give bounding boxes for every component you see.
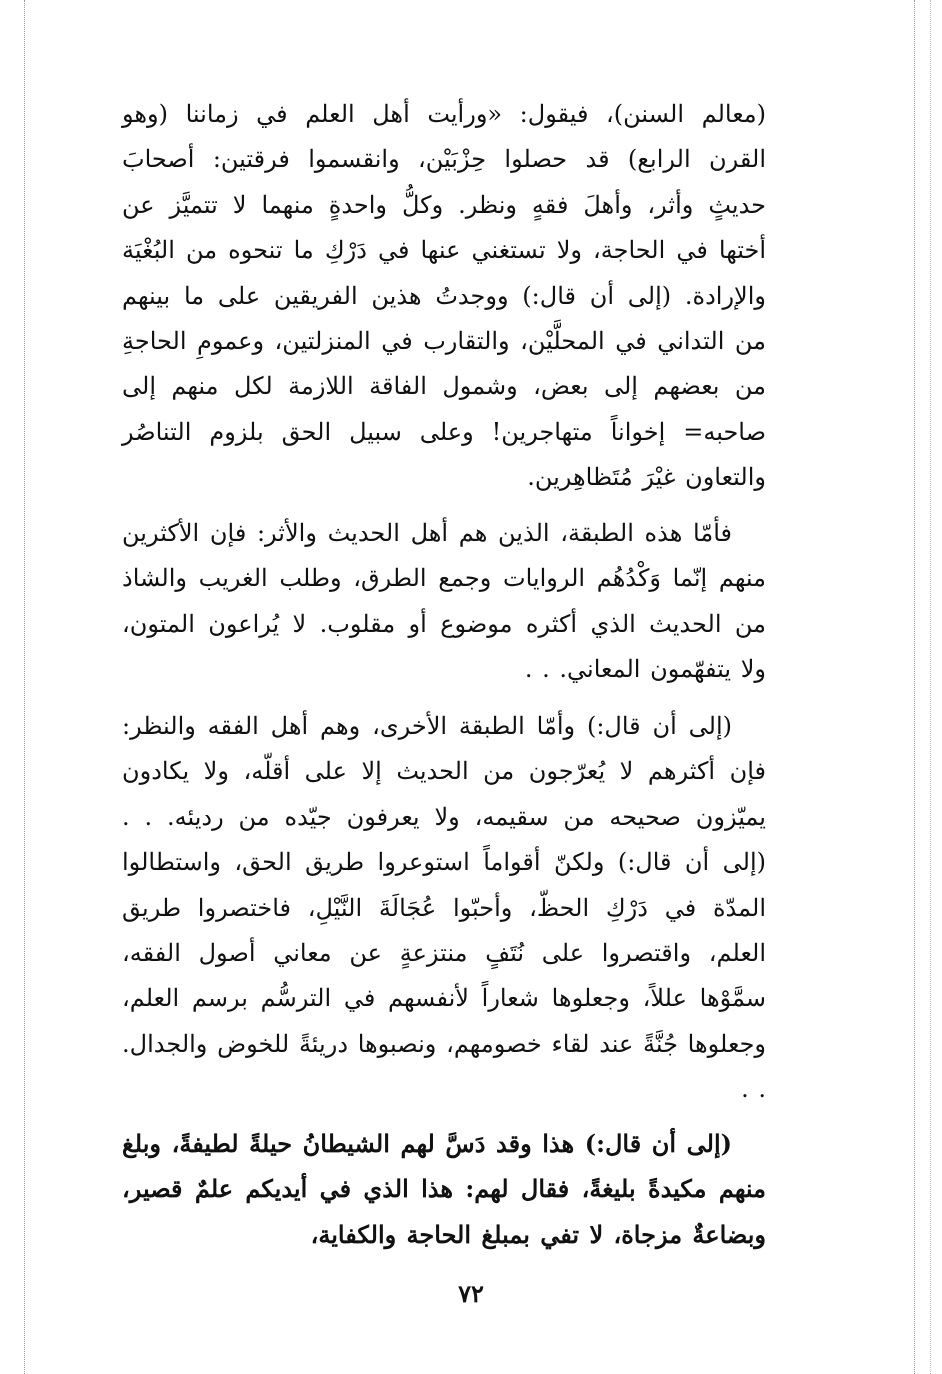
- paragraph-4-text: (إلى أن قال:) هذا وقد دَسَّ لهم الشيطانُ حيلةً لطيفةً، وبلغ منهم مكيدةً بليغةً، فقال لهم: هذا الذي في أيديكم علمٌ قصير، وبضاعةٌ مزجاة، لا تفي بمبلغ الحاجة والكفاية،: [122, 1129, 766, 1249]
- paragraph-3: [122, 704, 766, 1113]
- right-edge-dotted-line: [914, 0, 915, 1374]
- paragraph-2: [122, 511, 766, 693]
- paragraph-4: [122, 1121, 766, 1257]
- page-number: ٧٢: [458, 1279, 484, 1308]
- left-edge-dotted-line: [24, 0, 25, 1374]
- paragraph-1-text: (معالم السنن)، فيقول: «ورأيت أهل العلم في زماننا (وهو القرن الرابع) قد حصلوا حِزْبَيْن، وانقسموا فرقتين: أصحابَ حديثٍ وأثر، وأهلَ فقهٍ ونظر. وكلُّ واحدةٍ منهما لا تتميَّز عن أختها في الحاجة، ولا تستغني عنها في دَرْكِ ما تنحوه من البُغْيَة والإرادة. (إلى أن قال:) ووجدتُ هذين الفريقين على ما بينهم من التداني في المحلَّيْن، والتقارب في المنزلتين، وعمومِ الحاجةِ من بعضهم إلى بعض، وشمول الفاقة اللازمة لكل منهم إلى صاحبه= إخواناً متهاجرين! وعلى سبيل الحق بلزوم التناصُر والتعاون غيْرَ مُتَظاهِرين.: [122, 100, 767, 492]
- paragraph-1: [122, 92, 766, 501]
- right-edge-dotted-line-outer: [930, 0, 931, 1374]
- paragraph-2-text: فأمّا هذه الطبقة، الذين هم أهل الحديث والأثر: فإن الأكثرين منهم إنّما وَكْدُهُم الروايات وجمع الطرق، وطلب الغريب والشاذ من الحديث الذي أكثره موضوع أو مقلوب. لا يُراعون المتون، ولا يتفهّمون المعاني. . .: [122, 519, 766, 684]
- paragraph-3-text: (إلى أن قال:) وأمّا الطبقة الأخرى، وهم أهل الفقه والنظر: فإن أكثرهم لا يُعرّجون من الحديث إلا على أقلّه، ولا يكادون يميّزون صحيحه من سقيمه، ولا يعرفون جيّده من رديئه. . . (إلى أن قال:) ولكنّ أقواماً استوعروا طريق الحق، واستطالوا المدّة في دَرْكِ الحظّ، وأحبّوا عُجَالَةَ النَّيْلِ، فاختصروا طريق العلم، واقتصروا على نُتَفٍ منتزعةٍ عن معاني أصول الفقه، سمَّوْها عللاً، وجعلوها شعاراً لأنفسهم في الترسُّم برسم العلم، وجعلوها جُنَّةً عند لقاء خصومهم، ونصبوها دريئةً للخوض والجدال. . .: [122, 712, 766, 1104]
